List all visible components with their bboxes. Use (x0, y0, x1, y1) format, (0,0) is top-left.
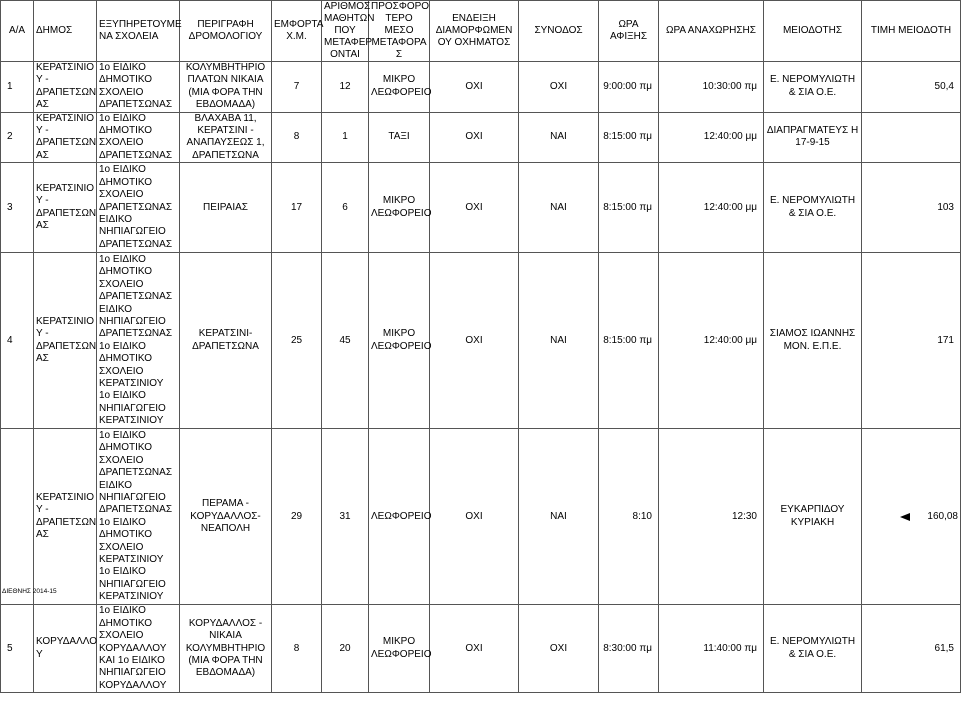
departure-time-cell: 11:40:00 πμ (659, 605, 764, 693)
municipality-cell: ΚΕΡΑΤΣΙΝΙΟ Υ - ΔΡΑΠΕΤΣΩΝ ΑΣ (34, 163, 97, 253)
schools-cell-line: ΔΗΜΟΤΙΚΟ (99, 617, 153, 629)
schools-cell-line: ΔΗΜΟΤΙΚΟ (99, 442, 153, 454)
schools-cell-line: 1ο ΕΙΔΙΚΟ (99, 253, 146, 265)
row-number: 5 (1, 605, 34, 693)
price-cell: 50,4 (862, 62, 961, 113)
route-cell-line: ΠΕΙΡΑΙΑΣ (203, 201, 248, 213)
schools-cell-line: ΔΡΑΠΕΤΣΩΝΑΣ (99, 504, 173, 516)
table-row (1, 605, 961, 693)
municipality-cell: ΚΕΡΑΤΣΙΝΙΟ Υ - ΔΡΑΠΕΤΣΩΝ ΑΣ (34, 112, 97, 163)
adapted-vehicle-cell: ΟΧΙ (430, 605, 519, 693)
route-cell (180, 112, 272, 163)
escort-cell: ΟΧΙ (519, 62, 599, 113)
route-cell-line: ΚΟΛΥΜΒΗΤΗΡΙΟ (185, 642, 266, 654)
table-row (1, 163, 961, 253)
schools-cell-line: 1ο ΕΙΔΙΚΟ (99, 429, 146, 441)
schools-cell-line: ΚΕΡΑΤΣΙΝΙΟΥ (99, 553, 164, 565)
schools-cell (97, 62, 180, 113)
row-number (1, 429, 34, 605)
header-row (1, 1, 961, 62)
table-row (1, 429, 961, 605)
table-row (1, 62, 961, 113)
students-cell: 6 (322, 163, 369, 253)
price-arrow-icon (900, 513, 910, 521)
schools-cell-line: ΕΙΔΙΚΟ (99, 213, 133, 225)
km-cell: 25 (272, 253, 322, 429)
schools-cell-line: ΝΗΠΙΑΓΩΓΕΙΟ (99, 491, 166, 503)
schools-cell-line: 1ο ΕΙΔΙΚΟ (99, 516, 146, 528)
row-number: 2 (1, 112, 34, 163)
municipality-cell: ΚΟΡΥΔΑΛΛΟ Υ (34, 605, 97, 693)
header-route: ΠΕΡΙΓΡΑΦΗ ΔΡΟΜΟΛΟΓΙΟΥ (180, 1, 272, 62)
bidder-cell: Ε. ΝΕΡΟΜΥΛΙΩΤΗ & ΣΙΑ Ο.Ε. (764, 163, 862, 253)
route-cell (180, 253, 272, 429)
route-cell-line: ΠΛΑΤΩΝ ΝΙΚΑΙΑ (187, 74, 264, 86)
schools-cell-line: ΚΑΙ 1ο ΕΙΔΙΚΟ (99, 654, 165, 666)
route-cell-line: ΝΙΚΑΙΑ (209, 630, 242, 642)
arrival-time-cell: 9:00:00 πμ (599, 62, 659, 113)
departure-time-cell: 12:40:00 μμ (659, 163, 764, 253)
schools-cell-line: ΔΗΜΟΤΙΚΟ (99, 74, 153, 86)
schools-cell-line: 1ο ΕΙΔΙΚΟ (99, 164, 146, 176)
schools-cell (97, 112, 180, 163)
price-cell: 61,5 (862, 605, 961, 693)
route-cell-line: ΚΕΡΑΤΣΙΝΙ - (197, 125, 254, 137)
municipality-cell: ΚΕΡΑΤΣΙΝΙΟ Υ - ΔΡΑΠΕΤΣΩΝ ΑΣ (34, 62, 97, 113)
schools-cell-line: ΣΧΟΛΕΙΟ (99, 189, 144, 201)
adapted-vehicle-cell: ΟΧΙ (430, 253, 519, 429)
schools-cell-line: ΚΕΡΑΤΣΙΝΙΟΥ (99, 415, 164, 427)
students-cell: 20 (322, 605, 369, 693)
route-cell-line: ΕΒΔΟΜΑΔΑ) (195, 99, 256, 111)
schools-cell-line: ΔΗΜΟΤΙΚΟ (99, 529, 153, 541)
vehicle-cell: ΤΑΞΙ (369, 112, 430, 163)
vehicle-cell: ΜΙΚΡΟ ΛΕΩΦΟΡΕΙΟ (369, 62, 430, 113)
route-cell-line: ΚΟΛΥΜΒΗΤΗΡΙΟ (185, 62, 266, 73)
route-cell-line: ΝΕΑΠΟΛΗ (200, 522, 251, 534)
header-departure: ΩΡΑ ΑΝΑΧΩΡΗΣΗΣ (659, 1, 764, 62)
arrival-time-cell: 8:15:00 πμ (599, 112, 659, 163)
schools-cell-line: 1ο ΕΙΔΙΚΟ (99, 62, 146, 73)
adapted-vehicle-cell: ΟΧΙ (430, 112, 519, 163)
schools-cell-line: 1ο ΕΙΔΙΚΟ (99, 340, 146, 352)
schools-cell-line: ΚΟΡΥΔΑΛΛΟΥ (99, 679, 167, 691)
adapted-vehicle-cell: ΟΧΙ (430, 429, 519, 605)
schools-cell-line: ΔΡΑΠΕΤΣΩΝΑΣ (99, 467, 173, 479)
route-cell-line: ΚΟΡΥΔΑΛΛΟΣ - (188, 617, 263, 629)
schools-cell (97, 163, 180, 253)
schools-cell-line: 1ο ΕΙΔΙΚΟ (99, 390, 146, 402)
row-number: 3 (1, 163, 34, 253)
schools-cell-line: 1ο ΕΙΔΙΚΟ (99, 605, 146, 617)
schools-cell-line: ΔΡΑΠΕΤΣΩΝΑΣ (99, 99, 173, 111)
schools-cell-line: ΚΕΡΑΤΣΙΝΙΟΥ (99, 591, 164, 603)
route-cell-line: ΠΕΡΑΜΑ - (201, 498, 250, 510)
route-cell (180, 429, 272, 605)
header-price: ΤΙΜΗ ΜΕΙΟΔΟΤΗ (862, 1, 961, 62)
students-cell: 1 (322, 112, 369, 163)
escort-cell: ΟΧΙ (519, 605, 599, 693)
arrival-time-cell: 8:10 (599, 429, 659, 605)
students-cell: 12 (322, 62, 369, 113)
header-school: ΕΞΥΠΗΡΕΤΟΥΜΕ ΝΑ ΣΧΟΛΕΙΑ (97, 1, 180, 62)
schools-cell-line: ΣΧΟΛΕΙΟ (99, 137, 144, 149)
route-cell-line: ΚΟΡΥΔΑΛΛΟΣ- (190, 510, 261, 522)
bidder-cell: ΕΥΚΑΡΠΙΔΟΥ ΚΥΡΙΑΚΗ (764, 429, 862, 605)
schools-cell-line: ΕΙΔΙΚΟ (99, 303, 133, 315)
route-cell-line: ΔΡΑΠΕΤΣΩΝΑ (192, 340, 259, 352)
route-cell-line: (ΜΙΑ ΦΟΡΑ ΤΗΝ (188, 654, 263, 666)
vehicle-cell: ΛΕΩΦΟΡΕΙΟ (369, 429, 430, 605)
schools-cell (97, 605, 180, 693)
schools-cell-line: ΣΧΟΛΕΙΟ (99, 86, 144, 98)
header-escort: ΣΥΝΟΔΟΣ (519, 1, 599, 62)
route-cell-line: ΒΛΑΧΑΒΑ 11, (194, 112, 257, 124)
price-cell: 171 (862, 253, 961, 429)
header-adapted: ΕΝΔΕΙΞΗ ΔΙΑΜΟΡΦΩΜΕΝ ΟΥ ΟΧΗΜΑΤΟΣ (430, 1, 519, 62)
bidder-cell: Ε. ΝΕΡΟΜΥΛΙΩΤΗ & ΣΙΑ Ο.Ε. (764, 62, 862, 113)
schools-cell-line: ΝΗΠΙΑΓΩΓΕΙΟ (99, 315, 166, 327)
schools-cell-line: ΔΡΑΠΕΤΣΩΝΑΣ (99, 149, 173, 161)
km-cell: 17 (272, 163, 322, 253)
route-cell-line: ΑΝΑΠΑΥΣΕΩΣ 1, (186, 137, 265, 149)
departure-time-cell: 12:40:00 μμ (659, 112, 764, 163)
price-cell (862, 112, 961, 163)
route-cell (180, 163, 272, 253)
route-cell-line: ΚΕΡΑΤΣΙΝΙ- (198, 328, 253, 340)
schools-cell-line: ΝΗΠΙΑΓΩΓΕΙΟ (99, 667, 166, 679)
price-cell: 160,08 (862, 429, 961, 605)
escort-cell: ΝΑΙ (519, 253, 599, 429)
schools-cell-line: 1ο ΕΙΔΙΚΟ (99, 112, 146, 124)
route-cell-line: (ΜΙΑ ΦΟΡΑ ΤΗΝ (188, 86, 263, 98)
schools-cell-line: ΔΡΑΠΕΤΣΩΝΑΣ (99, 201, 173, 213)
table-row (1, 253, 961, 429)
header-km: ΕΜΦΟΡΤΑ Χ.Μ. (272, 1, 322, 62)
route-cell-line: ΕΒΔΟΜΑΔΑ) (195, 667, 256, 679)
schools-cell-line: ΣΧΟΛΕΙΟ (99, 454, 144, 466)
row-number: 4 (1, 253, 34, 429)
table-row (1, 112, 961, 163)
escort-cell: ΝΑΙ (519, 112, 599, 163)
km-cell: 29 (272, 429, 322, 605)
routes-table-body (1, 62, 961, 693)
row-number: 1 (1, 62, 34, 113)
header-students: ΑΡΙΘΜΟΣ ΜΑΘΗΤΩΝ ΠΟΥ ΜΕΤΑΦΕΡ ΟΝΤΑΙ (322, 1, 369, 62)
schools-cell-line: ΔΗΜΟΤΙΚΟ (99, 176, 153, 188)
schools-cell-line: ΔΡΑΠΕΤΣΩΝΑΣ (99, 328, 173, 340)
schools-cell-line: ΔΗΜΟΤΙΚΟ (99, 353, 153, 365)
km-cell: 7 (272, 62, 322, 113)
header-arrival: ΩΡΑ ΑΦΙΞΗΣ (599, 1, 659, 62)
route-cell (180, 605, 272, 693)
schools-cell-line: ΝΗΠΙΑΓΩΓΕΙΟ (99, 226, 166, 238)
schools-cell-line: 1ο ΕΙΔΙΚΟ (99, 566, 146, 578)
arrival-time-cell: 8:30:00 πμ (599, 605, 659, 693)
departure-time-cell: 10:30:00 πμ (659, 62, 764, 113)
km-cell: 8 (272, 112, 322, 163)
adapted-vehicle-cell: ΟΧΙ (430, 163, 519, 253)
header-bidder: ΜΕΙΟΔΟΤΗΣ (764, 1, 862, 62)
schools-cell-line: ΔΗΜΟΤΙΚΟ (99, 125, 153, 137)
municipality-cell: ΚΕΡΑΤΣΙΝΙΟ Υ - ΔΡΑΠΕΤΣΩΝ ΑΣ (34, 429, 97, 605)
schools-cell-line: ΚΕΡΑΤΣΙΝΙΟΥ (99, 377, 164, 389)
escort-cell: ΝΑΙ (519, 429, 599, 605)
route-cell (180, 62, 272, 113)
students-cell: 31 (322, 429, 369, 605)
arrival-time-cell: 8:15:00 πμ (599, 163, 659, 253)
schools-cell-line: ΝΗΠΙΑΓΩΓΕΙΟ (99, 578, 166, 590)
schools-cell-line: ΣΧΟΛΕΙΟ (99, 541, 144, 553)
arrival-time-cell: 8:15:00 πμ (599, 253, 659, 429)
header-aa: Α/Α (1, 1, 34, 62)
departure-time-cell: 12:40:00 μμ (659, 253, 764, 429)
schools-cell (97, 429, 180, 605)
schools-cell-line: ΚΟΡΥΔΑΛΛΟΥ (99, 642, 167, 654)
departure-time-cell: 12:30 (659, 429, 764, 605)
students-cell: 45 (322, 253, 369, 429)
schools-cell-line: ΕΙΔΙΚΟ (99, 479, 133, 491)
bidder-cell: ΣΙΑΜΟΣ ΙΩΑΝΝΗΣ ΜΟΝ. Ε.Π.Ε. (764, 253, 862, 429)
vehicle-cell: ΜΙΚΡΟ ΛΕΩΦΟΡΕΙΟ (369, 253, 430, 429)
schools-cell-line: ΣΧΟΛΕΙΟ (99, 630, 144, 642)
schools-cell-line: ΝΗΠΙΑΓΩΓΕΙΟ (99, 402, 166, 414)
vehicle-cell: ΜΙΚΡΟ ΛΕΩΦΟΡΕΙΟ (369, 163, 430, 253)
schools-cell-line: ΔΗΜΟΤΙΚΟ (99, 266, 153, 278)
route-cell-line: ΔΡΑΠΕΤΣΩΝΑ (192, 149, 259, 161)
escort-cell: ΝΑΙ (519, 163, 599, 253)
adapted-vehicle-cell: ΟΧΙ (430, 62, 519, 113)
vehicle-cell: ΜΙΚΡΟ ΛΕΩΦΟΡΕΙΟ (369, 605, 430, 693)
schools-cell (97, 253, 180, 429)
bidder-cell: Ε. ΝΕΡΟΜΥΛΙΩΤΗ & ΣΙΑ Ο.Ε. (764, 605, 862, 693)
schools-cell-line: ΣΧΟΛΕΙΟ (99, 278, 144, 290)
schools-cell-line: ΔΡΑΠΕΤΣΩΝΑΣ (99, 291, 173, 303)
year-note: ΔΙΕΘΝΗΣ 2014-15 (2, 588, 57, 595)
header-vehicle: ΠΡΟΣΦΟΡΟ ΤΕΡΟ ΜΕΣΟ ΜΕΤΑΦΟΡΑ Σ (369, 1, 430, 62)
municipality-cell: ΚΕΡΑΤΣΙΝΙΟ Υ - ΔΡΑΠΕΤΣΩΝ ΑΣ (34, 253, 97, 429)
bidder-cell: ΔΙΑΠΡΑΓΜΑΤΕΥΣ Η 17-9-15 (764, 112, 862, 163)
price-cell: 103 (862, 163, 961, 253)
km-cell: 8 (272, 605, 322, 693)
header-dimos: ΔΗΜΟΣ (34, 1, 97, 62)
schools-cell-line: ΣΧΟΛΕΙΟ (99, 365, 144, 377)
schools-cell-line: ΔΡΑΠΕΤΣΩΝΑΣ (99, 238, 173, 250)
